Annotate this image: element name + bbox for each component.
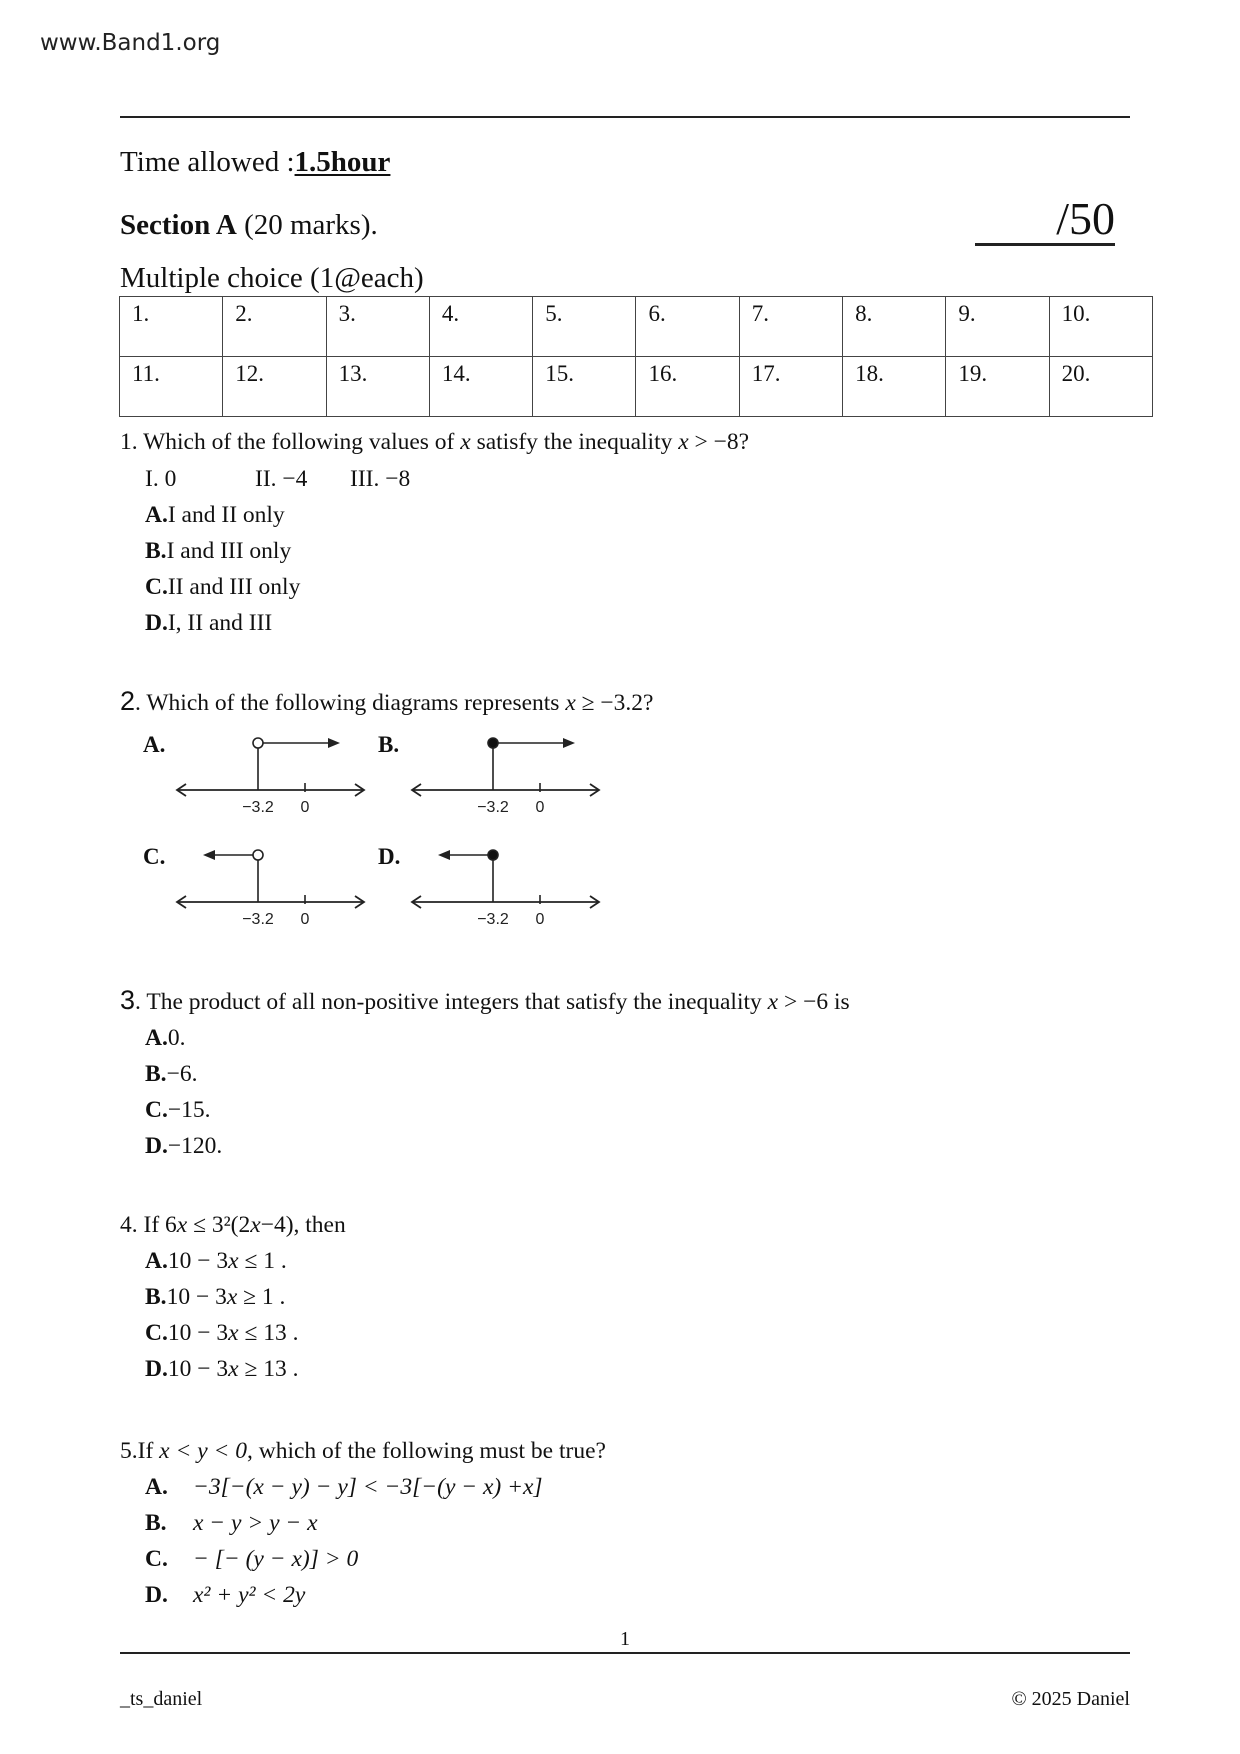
answer-cell[interactable]: 18. xyxy=(843,357,946,417)
header-rule xyxy=(120,116,1130,118)
option-variable: x xyxy=(226,1284,238,1310)
stem-text: −4), then xyxy=(260,1212,346,1238)
open-dot xyxy=(253,850,263,860)
option-text: −6. xyxy=(166,1061,198,1087)
question-stem xyxy=(120,982,850,1020)
option-letter: D. xyxy=(145,1133,168,1159)
diagram-label: D. xyxy=(378,844,401,869)
ray-arrowhead xyxy=(438,850,450,860)
option-variable: x xyxy=(228,1320,239,1346)
option-a[interactable] xyxy=(120,1020,850,1056)
option-letter: C. xyxy=(145,574,168,600)
option-variable: x xyxy=(228,1356,239,1382)
answer-cell[interactable]: 6. xyxy=(636,297,739,357)
time-label: Time allowed : xyxy=(120,146,295,178)
stem-text: . The product of all non-positive integers that satisfy the inequality xyxy=(135,989,768,1015)
answer-cell[interactable]: 12. xyxy=(223,357,326,417)
option-letter: C. xyxy=(145,1546,168,1572)
answer-cell[interactable]: 17. xyxy=(739,357,842,417)
option-b[interactable] xyxy=(120,1056,850,1092)
ray-arrowhead xyxy=(328,738,340,748)
answer-grid xyxy=(119,296,1153,417)
stem-variable: x xyxy=(250,1212,261,1238)
option-letter: A. xyxy=(145,502,168,528)
diagram-label: A. xyxy=(143,732,166,757)
number-line-a xyxy=(168,728,378,823)
diagram-label: C. xyxy=(143,844,166,869)
answer-cell[interactable]: 13. xyxy=(326,357,429,417)
answer-cell[interactable]: 20. xyxy=(1049,357,1152,417)
option-c[interactable] xyxy=(120,1315,346,1351)
answer-cell[interactable]: 5. xyxy=(533,297,636,357)
answer-cell[interactable]: 14. xyxy=(429,357,532,417)
option-letter: C. xyxy=(145,1320,168,1346)
stem-variable: x xyxy=(460,429,471,455)
option-text: I, II and III xyxy=(167,610,273,636)
question-stem xyxy=(120,683,653,721)
answer-cell[interactable]: 11. xyxy=(120,357,223,417)
option-b[interactable] xyxy=(120,1279,346,1315)
page-number: 1 xyxy=(620,1628,630,1650)
tick-label: 0 xyxy=(300,799,310,816)
option-text: −15. xyxy=(167,1097,211,1123)
option-text: II and III only xyxy=(167,574,301,600)
answer-cell[interactable]: 7. xyxy=(739,297,842,357)
roman-item: II. −4 xyxy=(255,466,308,492)
score-box: /50 xyxy=(975,195,1115,246)
roman-item: I. 0 xyxy=(145,466,177,492)
time-allowed xyxy=(120,146,390,179)
option-d[interactable] xyxy=(120,1577,606,1613)
number-line-d xyxy=(403,840,613,935)
tick-label: −3.2 xyxy=(242,911,274,928)
option-text: 0. xyxy=(167,1025,186,1051)
stem-text: , which of the following must be true? xyxy=(246,1438,606,1464)
option-letter: B. xyxy=(145,1061,167,1087)
stem-text: 4. If 6 xyxy=(120,1212,177,1238)
option-text: 10 − 3 xyxy=(167,1248,229,1274)
option-text: −120. xyxy=(167,1133,223,1159)
tick-label: −3.2 xyxy=(242,799,274,816)
option-text: ≥ 13 . xyxy=(238,1356,299,1382)
option-text: 10 − 3 xyxy=(166,1284,227,1310)
question-number: 3 xyxy=(120,985,136,1015)
question-3 xyxy=(120,982,850,1164)
option-letter: C. xyxy=(145,1097,168,1123)
stem-text: ≤ 3²(2 xyxy=(187,1212,251,1238)
option-text: ≤ 13 . xyxy=(238,1320,299,1346)
closed-dot xyxy=(488,738,498,748)
option-a[interactable] xyxy=(120,1469,606,1505)
ray-arrowhead xyxy=(203,850,215,860)
option-d[interactable] xyxy=(120,1351,346,1387)
option-b[interactable] xyxy=(120,1505,606,1541)
stem-variable: x xyxy=(176,1212,188,1238)
option-letter: D. xyxy=(145,610,168,636)
option-letter: B. xyxy=(145,1284,167,1310)
option-text: ≤ 1 . xyxy=(238,1248,287,1274)
option-text: − [− (y − x)] > 0 xyxy=(193,1546,359,1572)
diagram-label: B. xyxy=(378,732,400,757)
answer-cell[interactable]: 2. xyxy=(223,297,326,357)
site-url: www.Band1.org xyxy=(40,30,221,56)
option-b[interactable] xyxy=(120,533,749,569)
option-text: I and II only xyxy=(167,502,285,528)
answer-cell[interactable]: 8. xyxy=(843,297,946,357)
option-letter: A. xyxy=(145,1248,168,1274)
answer-cell[interactable]: 10. xyxy=(1049,297,1152,357)
answer-cell[interactable]: 19. xyxy=(946,357,1049,417)
stem-text: . Which of the following diagrams represents xyxy=(135,690,566,716)
footer-author: _ts_daniel xyxy=(120,1688,203,1710)
question-1 xyxy=(120,424,749,641)
answer-cell[interactable]: 15. xyxy=(533,357,636,417)
option-text: 10 − 3 xyxy=(167,1356,229,1382)
option-c[interactable] xyxy=(120,1541,606,1577)
tick-label: 0 xyxy=(300,911,310,928)
roman-item: III. −8 xyxy=(350,466,411,492)
number-line-c xyxy=(168,840,378,935)
question-2 xyxy=(120,683,653,721)
question-5 xyxy=(120,1433,606,1613)
option-letter: A. xyxy=(145,1025,168,1051)
question-stem xyxy=(120,1433,606,1469)
tick-label: −3.2 xyxy=(477,911,509,928)
answer-row xyxy=(120,297,1153,357)
option-letter: B. xyxy=(145,1510,167,1536)
option-text: x − y > y − x xyxy=(193,1510,318,1536)
option-c[interactable] xyxy=(120,569,749,605)
option-variable: x xyxy=(228,1248,239,1274)
question-stem xyxy=(120,424,749,460)
option-letter: D. xyxy=(145,1356,168,1382)
option-d[interactable] xyxy=(120,1128,850,1164)
option-text: 10 − 3 xyxy=(167,1320,229,1346)
closed-dot xyxy=(488,850,498,860)
answer-cell[interactable]: 3. xyxy=(326,297,429,357)
answer-cell[interactable]: 9. xyxy=(946,297,1049,357)
answer-cell[interactable]: 4. xyxy=(429,297,532,357)
roman-values xyxy=(120,461,749,497)
stem-variable: x xyxy=(767,989,779,1015)
footer-rule xyxy=(120,1652,1130,1654)
stem-text: satisfy the inequality xyxy=(470,429,679,455)
tick-label: 0 xyxy=(535,911,545,928)
option-letter: D. xyxy=(145,1582,168,1608)
option-letter: A. xyxy=(145,1474,168,1500)
stem-text: 1. Which of the following values of xyxy=(120,429,461,455)
ray-arrowhead xyxy=(563,738,575,748)
option-d[interactable] xyxy=(120,605,749,641)
answer-row xyxy=(120,357,1153,417)
stem-variable: x xyxy=(565,690,576,716)
multiple-choice-label: Multiple choice (1@each) xyxy=(120,262,424,294)
question-4 xyxy=(120,1207,346,1387)
tick-label: −3.2 xyxy=(477,799,509,816)
question-number: 2 xyxy=(120,686,136,716)
open-dot xyxy=(253,738,263,748)
section-heading xyxy=(120,209,378,242)
section-title: Section A xyxy=(120,209,237,241)
tick-label: 0 xyxy=(535,799,545,816)
option-text: x² + y² < 2y xyxy=(193,1582,306,1608)
stem-text: > −6 is xyxy=(778,989,850,1015)
stem-text: > −8? xyxy=(688,429,750,455)
question-stem xyxy=(120,1207,346,1243)
answer-cell[interactable]: 1. xyxy=(120,297,223,357)
stem-variable: x xyxy=(678,429,689,455)
stem-text: 5.If xyxy=(120,1438,160,1464)
stem-math: x < y < 0 xyxy=(159,1438,247,1464)
option-a[interactable] xyxy=(120,1243,346,1279)
time-value: 1.5hour xyxy=(294,146,391,178)
option-text: ≥ 1 . xyxy=(237,1284,286,1310)
option-text: I and III only xyxy=(166,538,292,564)
answer-cell[interactable]: 16. xyxy=(636,357,739,417)
option-text: −3[−(x − y) − y] < −3[−(y − x) +x] xyxy=(193,1474,543,1500)
option-c[interactable] xyxy=(120,1092,850,1128)
number-line-b xyxy=(403,728,613,823)
option-letter: B. xyxy=(145,538,167,564)
stem-text: ≥ −3.2? xyxy=(575,690,654,716)
footer-copyright: © 2025 Daniel xyxy=(1011,1688,1130,1710)
option-a[interactable] xyxy=(120,497,749,533)
section-marks: (20 marks). xyxy=(236,209,378,241)
